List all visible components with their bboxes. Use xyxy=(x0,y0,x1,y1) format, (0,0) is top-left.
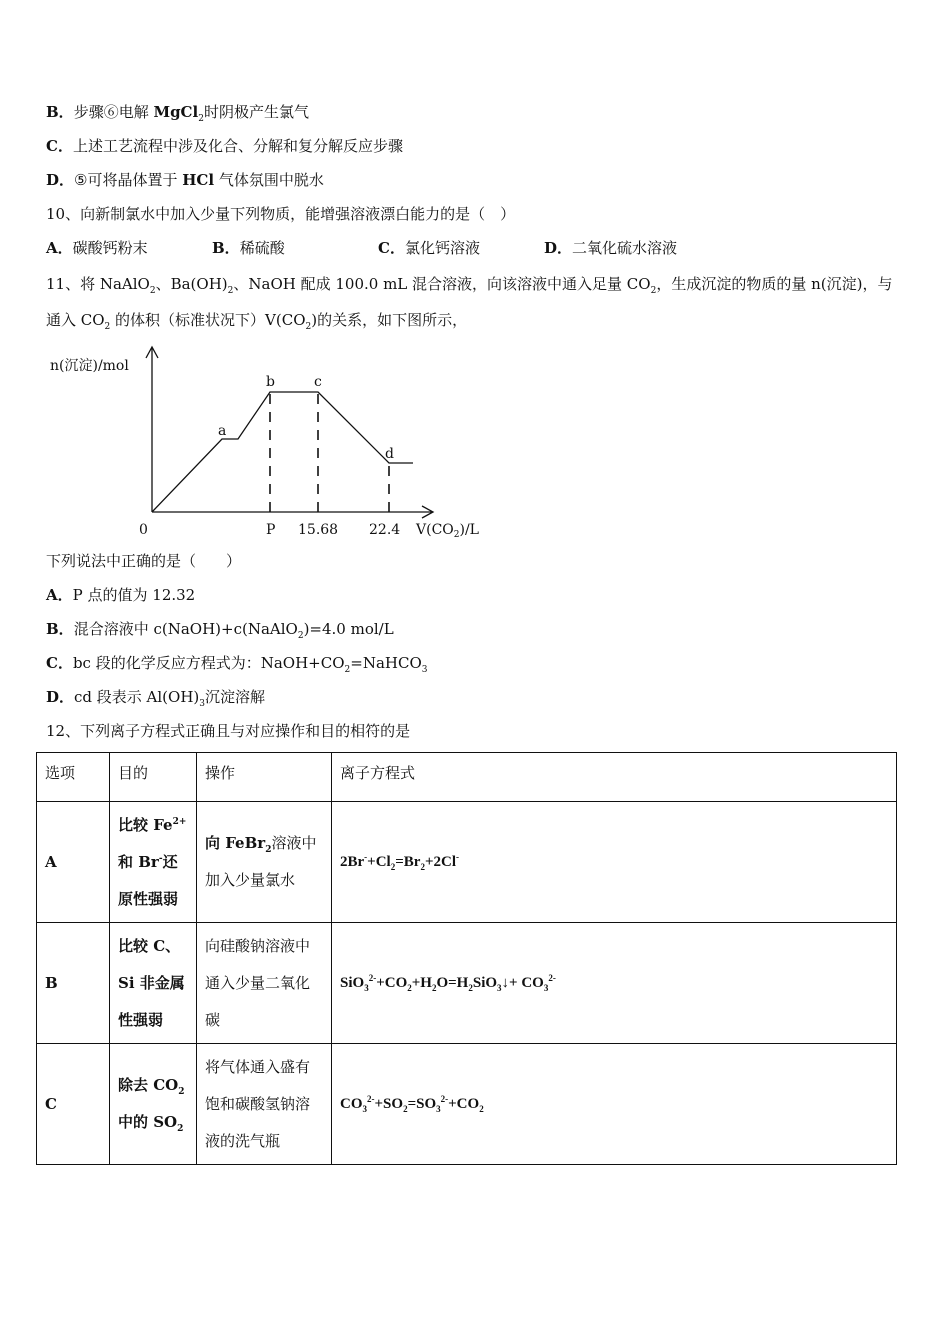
header-operation: 操作 xyxy=(197,753,332,802)
q11-option-c: C．bc 段的化学反应方程式为：$NaOH+CO_2=NaHCO_3$ xyxy=(46,654,428,675)
row-c-equation: $CO_3^{2-}+SO_2=SO_3^{2-}+CO_2$ xyxy=(332,1044,897,1165)
q10-options xyxy=(46,238,677,258)
header-option: 选项 xyxy=(37,753,110,802)
row-a-purpose: 比较 $Fe^{2+}$ 和 Br-还 原性强弱 xyxy=(110,802,197,923)
precipitate-curve xyxy=(152,392,413,512)
x-tick-15-68: 15.68 xyxy=(298,522,339,538)
q10-option-a: A．碳酸钙粉末 xyxy=(46,239,148,257)
q11-stem-line1: 11、将 NaAlO$_2$、$Ba(OH)_2$、NaOH 配成 100.0 mL 混合溶液，向该溶液中通入足量 $CO_2$，生成沉淀的物质的量 n(沉淀)，与 xyxy=(46,275,893,296)
q12-table xyxy=(36,752,897,1165)
q9-option-b: B．步骤⑥电解 MgCl$_2$时阴极产生氯气 xyxy=(46,103,309,124)
q9-option-c: C．上述工艺流程中涉及化合、分解和复分解反应步骤 xyxy=(46,137,403,155)
x-tick-p: P xyxy=(266,522,276,538)
row-c-operation: 将气体通入盛有 饱和碳酸氢钠溶 液的洗气瓶 xyxy=(197,1044,332,1165)
point-label-d: d xyxy=(385,446,394,462)
q10-stem: 10、向新制氯水中加入少量下列物质，能增强溶液漂白能力的是（ ） xyxy=(46,205,516,223)
row-a-operation: 向 FeBr$_2$溶液中 加入少量氯水 xyxy=(197,802,332,923)
point-label-b: b xyxy=(266,374,275,390)
q11-option-d: D．cd 段表示 $Al(OH)_3$沉淀溶解 xyxy=(46,688,266,709)
row-b-equation: $SiO_3^{2-}+CO_2+H_2O=H_2SiO_3↓+ CO_3^{2-}$ xyxy=(332,923,897,1044)
q11-question: 下列说法中正确的是（ ） xyxy=(46,552,242,570)
q11-stem-line2: 通入 $CO_2$ 的体积（标准状况下）$V(CO_2)$的关系，如下图所示， xyxy=(46,311,468,332)
table-header-row xyxy=(37,753,897,802)
q9-option-d: D．⑤可将晶体置于 HCl 气体氛围中脱水 xyxy=(46,171,324,189)
point-label-a: a xyxy=(218,423,227,439)
table-row xyxy=(37,802,897,923)
table-row xyxy=(37,1044,897,1165)
q10-option-d: D．二氧化硫水溶液 xyxy=(544,239,678,257)
q10-option-b: B．稀硫酸 xyxy=(212,239,285,257)
header-equation: 离子方程式 xyxy=(332,753,897,802)
q11-option-b: B．混合溶液中 c(NaOH)+c(NaAlO$_2$)=4.0 mol/L xyxy=(46,620,394,641)
origin-label: 0 xyxy=(139,522,148,538)
q10-option-c: C．氯化钙溶液 xyxy=(378,239,480,257)
table-row xyxy=(37,923,897,1044)
header-purpose: 目的 xyxy=(110,753,197,802)
row-b-operation: 向硅酸钠溶液中 通入少量二氧化 碳 xyxy=(197,923,332,1044)
q12-stem: 12、下列离子方程式正确且与对应操作和目的相符的是 xyxy=(46,722,411,740)
x-axis-label: $V(CO_2)/L$ xyxy=(416,522,479,540)
q11-option-a: A．P 点的值为 12.32 xyxy=(46,586,196,604)
q11-graph-svg xyxy=(40,342,500,542)
row-b-option: B xyxy=(37,923,110,1044)
q11-graph xyxy=(40,342,500,542)
x-tick-22-4: 22.4 xyxy=(369,522,401,538)
y-axis-label: n(沉淀)/mol xyxy=(50,358,129,374)
point-label-c: c xyxy=(314,374,322,390)
row-a-option: A xyxy=(37,802,110,923)
row-c-option: C xyxy=(37,1044,110,1165)
row-a-equation: $2Br^-+Cl_2=Br_2+2Cl^-$ xyxy=(332,802,897,923)
row-b-purpose: 比较 C、 Si 非金属 性强弱 xyxy=(110,923,197,1044)
row-c-purpose: 除去 $CO_2$ 中的 $SO_2$ xyxy=(110,1044,197,1165)
